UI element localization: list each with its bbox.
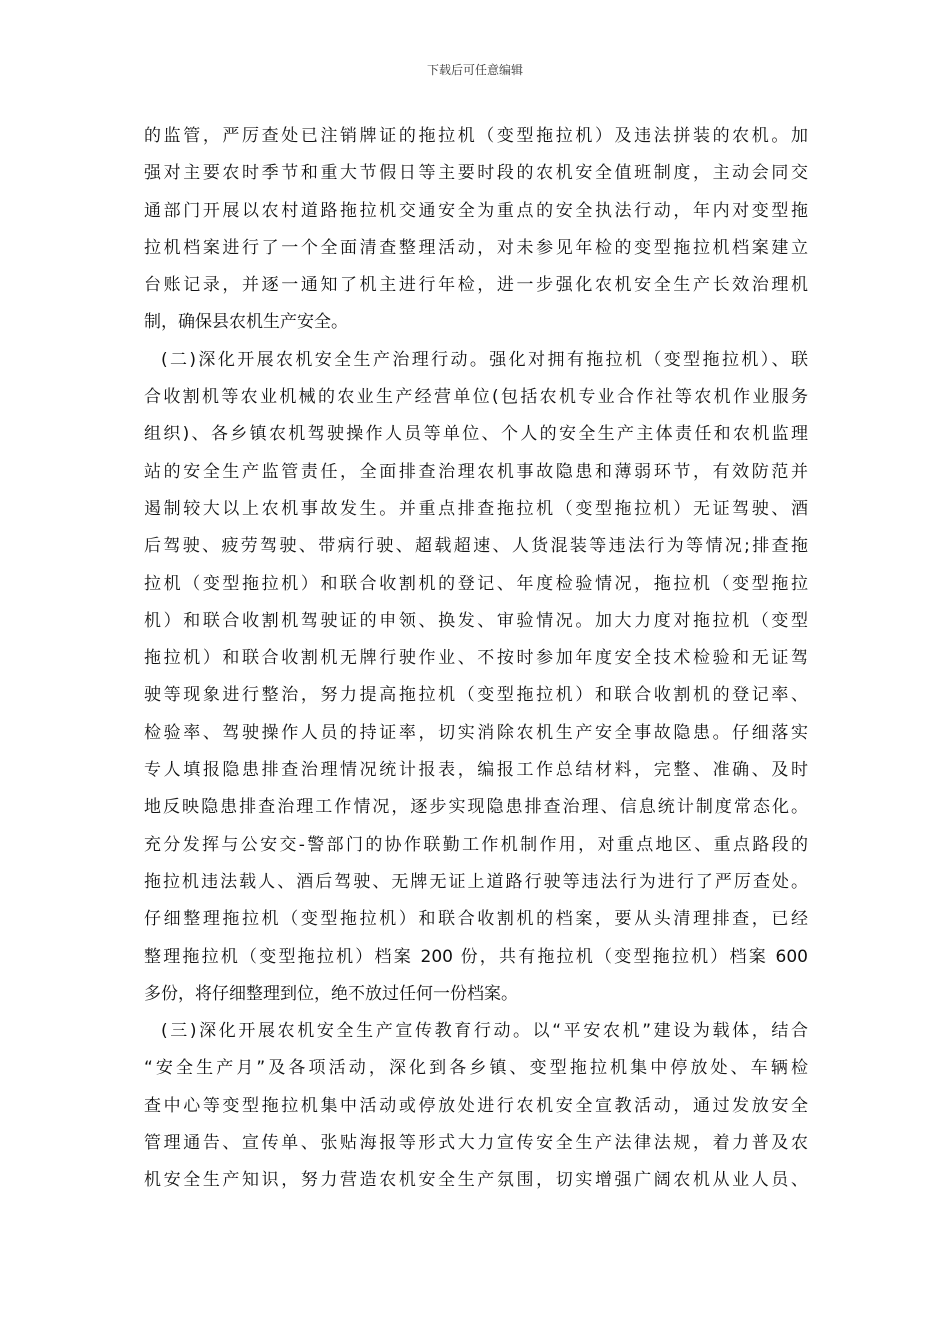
text-line: 专人填报隐患排查治理情况统计报表，编报工作总结材料，完整、准确、及时 [144,760,808,781]
text-line: 合收割机等农业机械的农业生产经营单位(包括农机专业合作社等农机作业服务 [144,387,808,408]
text-line: 机安全生产知识，努力营造农机安全生产氛围，切实增强广阔农机从业人员、 [144,1170,808,1191]
text-line: 制，确保县农机生产安全。 [144,312,348,333]
text-line: 地反映隐患排查治理工作情况，逐步实现隐患排查治理、信息统计制度常态化。 [144,797,808,818]
text-line: “安全生产月”及各项活动，深化到各乡镇、变型拖拉机集中停放处、车辆检 [144,1058,808,1079]
text-line: 通部门开展以农村道路拖拉机交通安全为重点的安全执法行动，年内对变型拖 [144,200,808,221]
text-line: 拖拉机违法载人、酒后驾驶、无牌无证上道路行驶等违法行为进行了严厉查处。 [144,871,808,892]
text-line: 拖拉机）和联合收割机无牌行驶作业、不按时参加年度安全技术检验和无证驾 [144,648,808,669]
text-line: 机）和联合收割机驾驶证的申领、换发、审验情况。加大力度对拖拉机（变型 [144,610,808,631]
text-line: 仔细整理拖拉机（变型拖拉机）和联合收割机的档案，要从头清理排查，已经 [144,909,808,930]
text-line: 检验率、驾驶操作人员的持证率，切实消除农机生产安全事故隐患。仔细落实 [144,722,808,743]
text-line: 拉机（变型拖拉机）和联合收割机的登记、年度检验情况，拖拉机（变型拖拉 [144,573,808,594]
document-body [144,118,808,1200]
page-header: 下载后可任意编辑 [426,63,523,77]
text-line: 强对主要农时季节和重大节假日等主要时段的农机安全值班制度，主动会同交 [144,163,808,184]
text-line: 站的安全生产监管责任，全面排查治理农机事故隐患和薄弱环节，有效防范并 [144,461,808,482]
text-line: (三)深化开展农机安全生产宣传教育行动。以“平安农机”建设为载体，结合 [161,1021,808,1042]
text-line: 组织)、各乡镇农机驾驶操作人员等单位、个人的安全生产主体责任和农机监理 [144,424,808,445]
text-line: 的监管，严厉查处已注销牌证的拖拉机（变型拖拉机）及违法拼装的农机。加 [144,126,808,146]
text-line: 台账记录，并逐一通知了机主进行年检，进一步强化农机安全生产长效治理机 [144,275,808,296]
text-line: 驶等现象进行整治，努力提高拖拉机（变型拖拉机）和联合收割机的登记率、 [144,685,808,706]
text-line: 后驾驶、疲劳驾驶、带病行驶、超载超速、人货混装等违法行为等情况;排查拖 [144,536,808,557]
text-line: 管理通告、宣传单、张贴海报等形式大力宣传安全生产法律法规，着力普及农 [144,1133,808,1154]
text-line: (二)深化开展农机安全生产治理行动。强化对拥有拖拉机（变型拖拉机）、联 [161,349,808,370]
text-line: 拉机档案进行了一个全面清查整理活动，对未参见年检的变型拖拉机档案建立 [144,237,808,258]
text-line: 充分发挥与公安交-警部门的协作联勤工作机制作用，对重点地区、重点路段的 [144,834,808,855]
text-line: 多份，将仔细整理到位，绝不放过任何一份档案。 [144,983,518,1004]
text-line: 整理拖拉机（变型拖拉机）档案 200 份，共有拖拉机（变型拖拉机）档案 600 [144,946,808,967]
text-line: 查中心等变型拖拉机集中活动或停放处进行农机安全宣教活动，通过发放安全 [144,1095,808,1116]
text-line: 遏制较大以上农机事故发生。并重点排查拖拉机（变型拖拉机）无证驾驶、酒 [144,498,808,519]
